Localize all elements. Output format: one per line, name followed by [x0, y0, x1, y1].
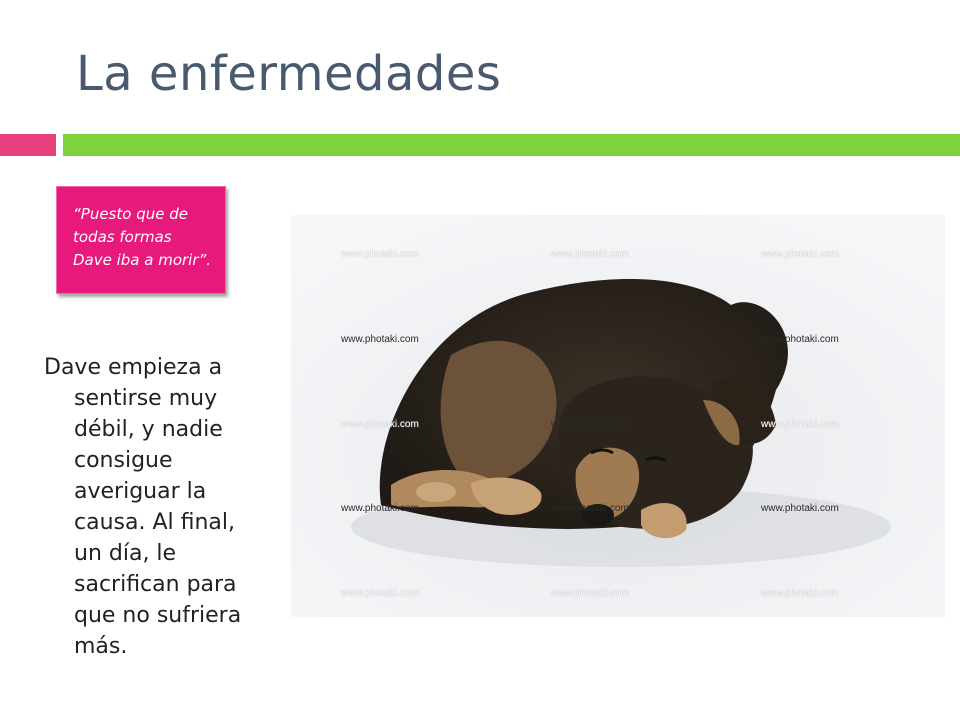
photo-watermark: www.photaki.com	[761, 503, 839, 514]
photo-watermark: www.photaki.com	[341, 588, 419, 599]
photo-watermark: www.photaki.com	[761, 419, 839, 430]
quote-text: “Puesto que de todas formas Dave iba a morir”.	[73, 205, 212, 269]
photo-watermark: www.photaki.com	[761, 334, 839, 345]
body-text-rest: sentirse muy débil, y nadie consigue averiguar la causa. Al final, un día, le sacrifican para que no sufriera más.	[74, 386, 242, 659]
quote-callout	[56, 186, 226, 294]
photo-watermark: www.photaki.com	[761, 249, 839, 260]
photo-watermark: www.photaki.com	[341, 503, 419, 514]
body-text-first-line: Dave empieza a	[44, 355, 223, 380]
photo-watermark: www.photaki.com	[551, 588, 629, 599]
photo-watermark: www.photaki.com	[551, 419, 629, 430]
photo-watermark: www.photaki.com	[551, 503, 629, 514]
photo-watermark: www.photaki.com	[341, 419, 419, 430]
accent-bar-pink	[0, 134, 56, 156]
photo-watermark: www.photaki.com	[551, 249, 629, 260]
dog-photo	[291, 215, 945, 617]
slide-title: La enfermedades	[76, 46, 502, 102]
accent-bar-green	[63, 134, 960, 156]
body-paragraph	[44, 352, 269, 662]
dog-illustration	[291, 215, 945, 617]
photo-watermark: www.photaki.com	[551, 334, 629, 345]
photo-watermark: www.photaki.com	[761, 588, 839, 599]
photo-watermark: www.photaki.com	[341, 249, 419, 260]
photo-watermark: www.photaki.com	[341, 334, 419, 345]
